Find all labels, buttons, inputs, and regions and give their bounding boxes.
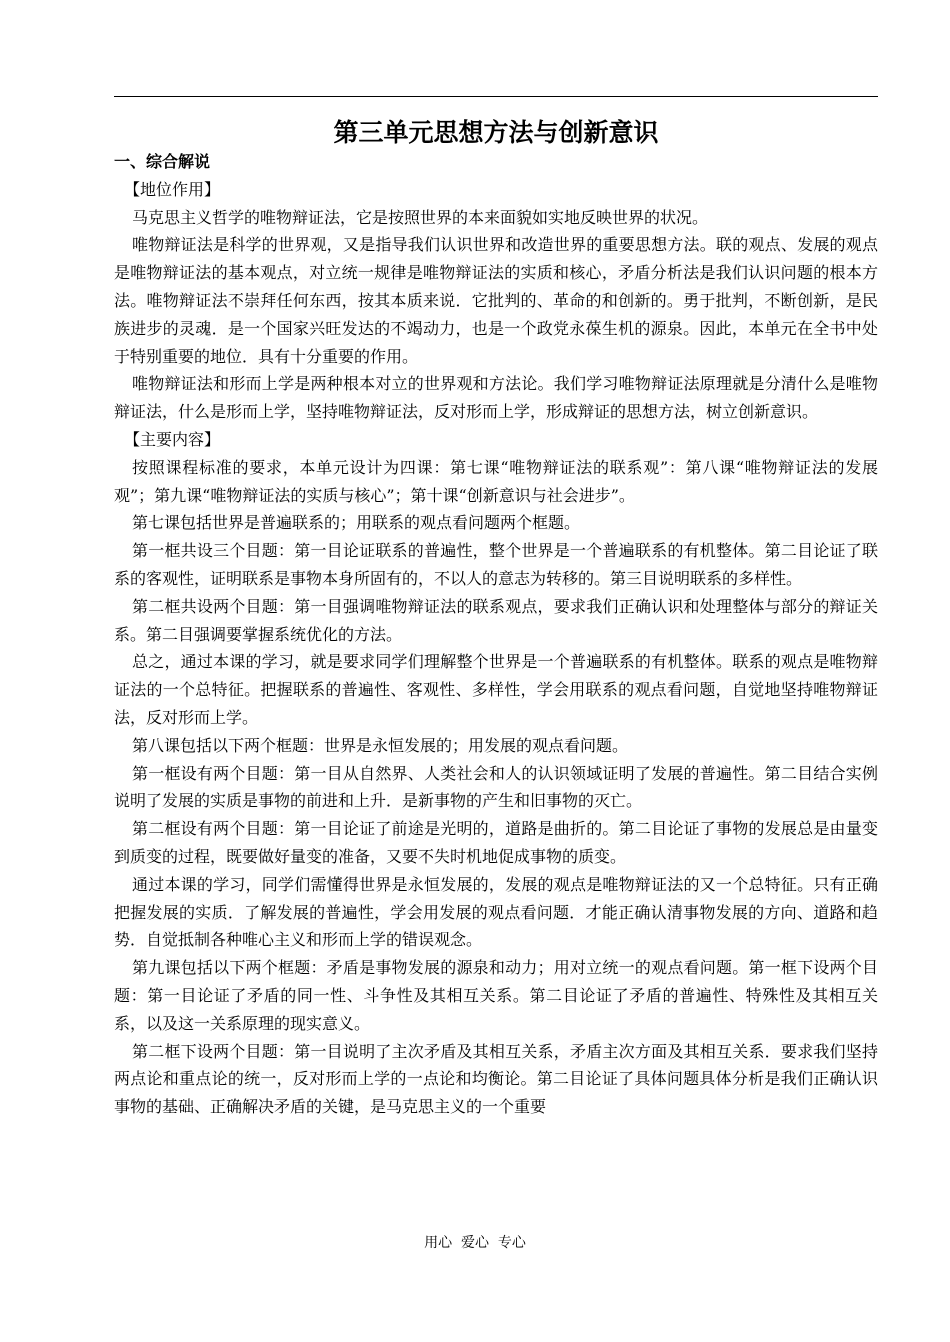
- sub-heading-content: 【主要内容】: [124, 429, 221, 449]
- paragraph: 总之，通过本课的学习，就是要求同学们理解整个世界是一个普遍联系的有机整体。联系的观点是唯物辩证法的一个总特征。把握联系的普遍性、客观性、多样性，学会用联系的观点看问题，自觉地坚持唯物辩证法，反对形而上学。: [114, 652, 878, 727]
- paragraph: 唯物辩证法是科学的世界观，又是指导我们认识世界和改造世界的重要思想方法。联的观点、发展的观点是唯物辩证法的基本观点，对立统一规律是唯物辩证法的实质和核心，矛盾分析法是我们认识问题的根本方法。唯物辩证法不崇拜任何东西，按其本质来说．它批判的、革命的和创新的。勇于批判，不断创新，是民族进步的灵魂．是一个国家兴旺发达的不竭动力，也是一个政党永葆生机的源泉。因此，本单元在全书中处于特别重要的地位．具有十分重要的作用。: [114, 235, 878, 366]
- paragraph: 第二框下设两个目题：第一目说明了主次矛盾及其相互关系，矛盾主次方面及其相互关系．要求我们坚持两点论和重点论的统一，反对形而上学的一点论和均衡论。第二目论证了具体问题具体分析是我们正确认识事物的基础、正确解决矛盾的关键，是马克思主义的一个重要: [114, 1041, 878, 1117]
- paragraph: 第七课包括世界是普遍联系的；用联系的观点看问题两个框题。: [132, 513, 581, 533]
- section-heading: 一、综合解说: [114, 152, 211, 171]
- document-body: [114, 148, 878, 1121]
- paragraph: 第一框设有两个目题：第一目从自然界、人类社会和人的认识领域证明了发展的普遍性。第二目结合实例说明了发展的实质是事物的前进和上升．是新事物的产生和旧事物的灭亡。: [114, 763, 878, 811]
- paragraph: 第九课包括以下两个框题：矛盾是事物发展的源泉和动力；用对立统一的观点看问题。第一框下设两个目题：第一目论证了矛盾的同一性、斗争性及其相互关系。第二目论证了矛盾的普遍性、特殊性及其相互关系，以及这一关系原理的现实意义。: [114, 958, 878, 1033]
- paragraph: 第二框共设两个目题：第一目强调唯物辩证法的联系观点，要求我们正确认识和处理整体与部分的辩证关系。第二目强调要掌握系统优化的方法。: [114, 596, 878, 644]
- document-title: 第三单元思想方法与创新意识: [333, 118, 659, 147]
- sub-heading-role: 【地位作用】: [124, 179, 221, 199]
- header-rule: [114, 96, 878, 97]
- page-footer: 用心 爱心 专心: [424, 1235, 526, 1251]
- paragraph: 唯物辩证法和形而上学是两种根本对立的世界观和方法论。我们学习唯物辩证法原理就是分清什么是唯物辩证法，什么是形而上学，坚持唯物辩证法，反对形而上学，形成辩证的思想方法，树立创新意识。: [114, 374, 878, 422]
- paragraph: 第八课包括以下两个框题：世界是永恒发展的；用发展的观点看问题。: [132, 735, 629, 755]
- paragraph: 马克思主义哲学的唯物辩证法，它是按照世界的本来面貌如实地反映世界的状况。: [132, 207, 709, 227]
- paragraph: 按照课程标准的要求，本单元设计为四课：第七课“唯物辩证法的联系观”：第八课“唯物辩证法的发展观”；第九课“唯物辩证法的实质与核心”；第十课“创新意识与社会进步”。: [114, 457, 878, 505]
- paragraph: 第二框设有两个目题：第一目论证了前途是光明的，道路是曲折的。第二目论证了事物的发展总是由量变到质变的过程，既要做好量变的准备，又要不失时机地促成事物的质变。: [114, 819, 878, 866]
- paragraph: 第一框共设三个目题：第一目论证联系的普遍性，整个世界是一个普遍联系的有机整体。第二目论证了联系的客观性，证明联系是事物本身所固有的，不以人的意志为转移的。第三目说明联系的多样性。: [114, 541, 878, 588]
- paragraph: 通过本课的学习，同学们需懂得世界是永恒发展的，发展的观点是唯物辩证法的又一个总特征。只有正确把握发展的实质．了解发展的普遍性，学会用发展的观点看问题．才能正确认清事物发展的方向、道路和趋势．自觉抵制各种唯心主义和形而上学的错误观念。: [114, 874, 878, 950]
